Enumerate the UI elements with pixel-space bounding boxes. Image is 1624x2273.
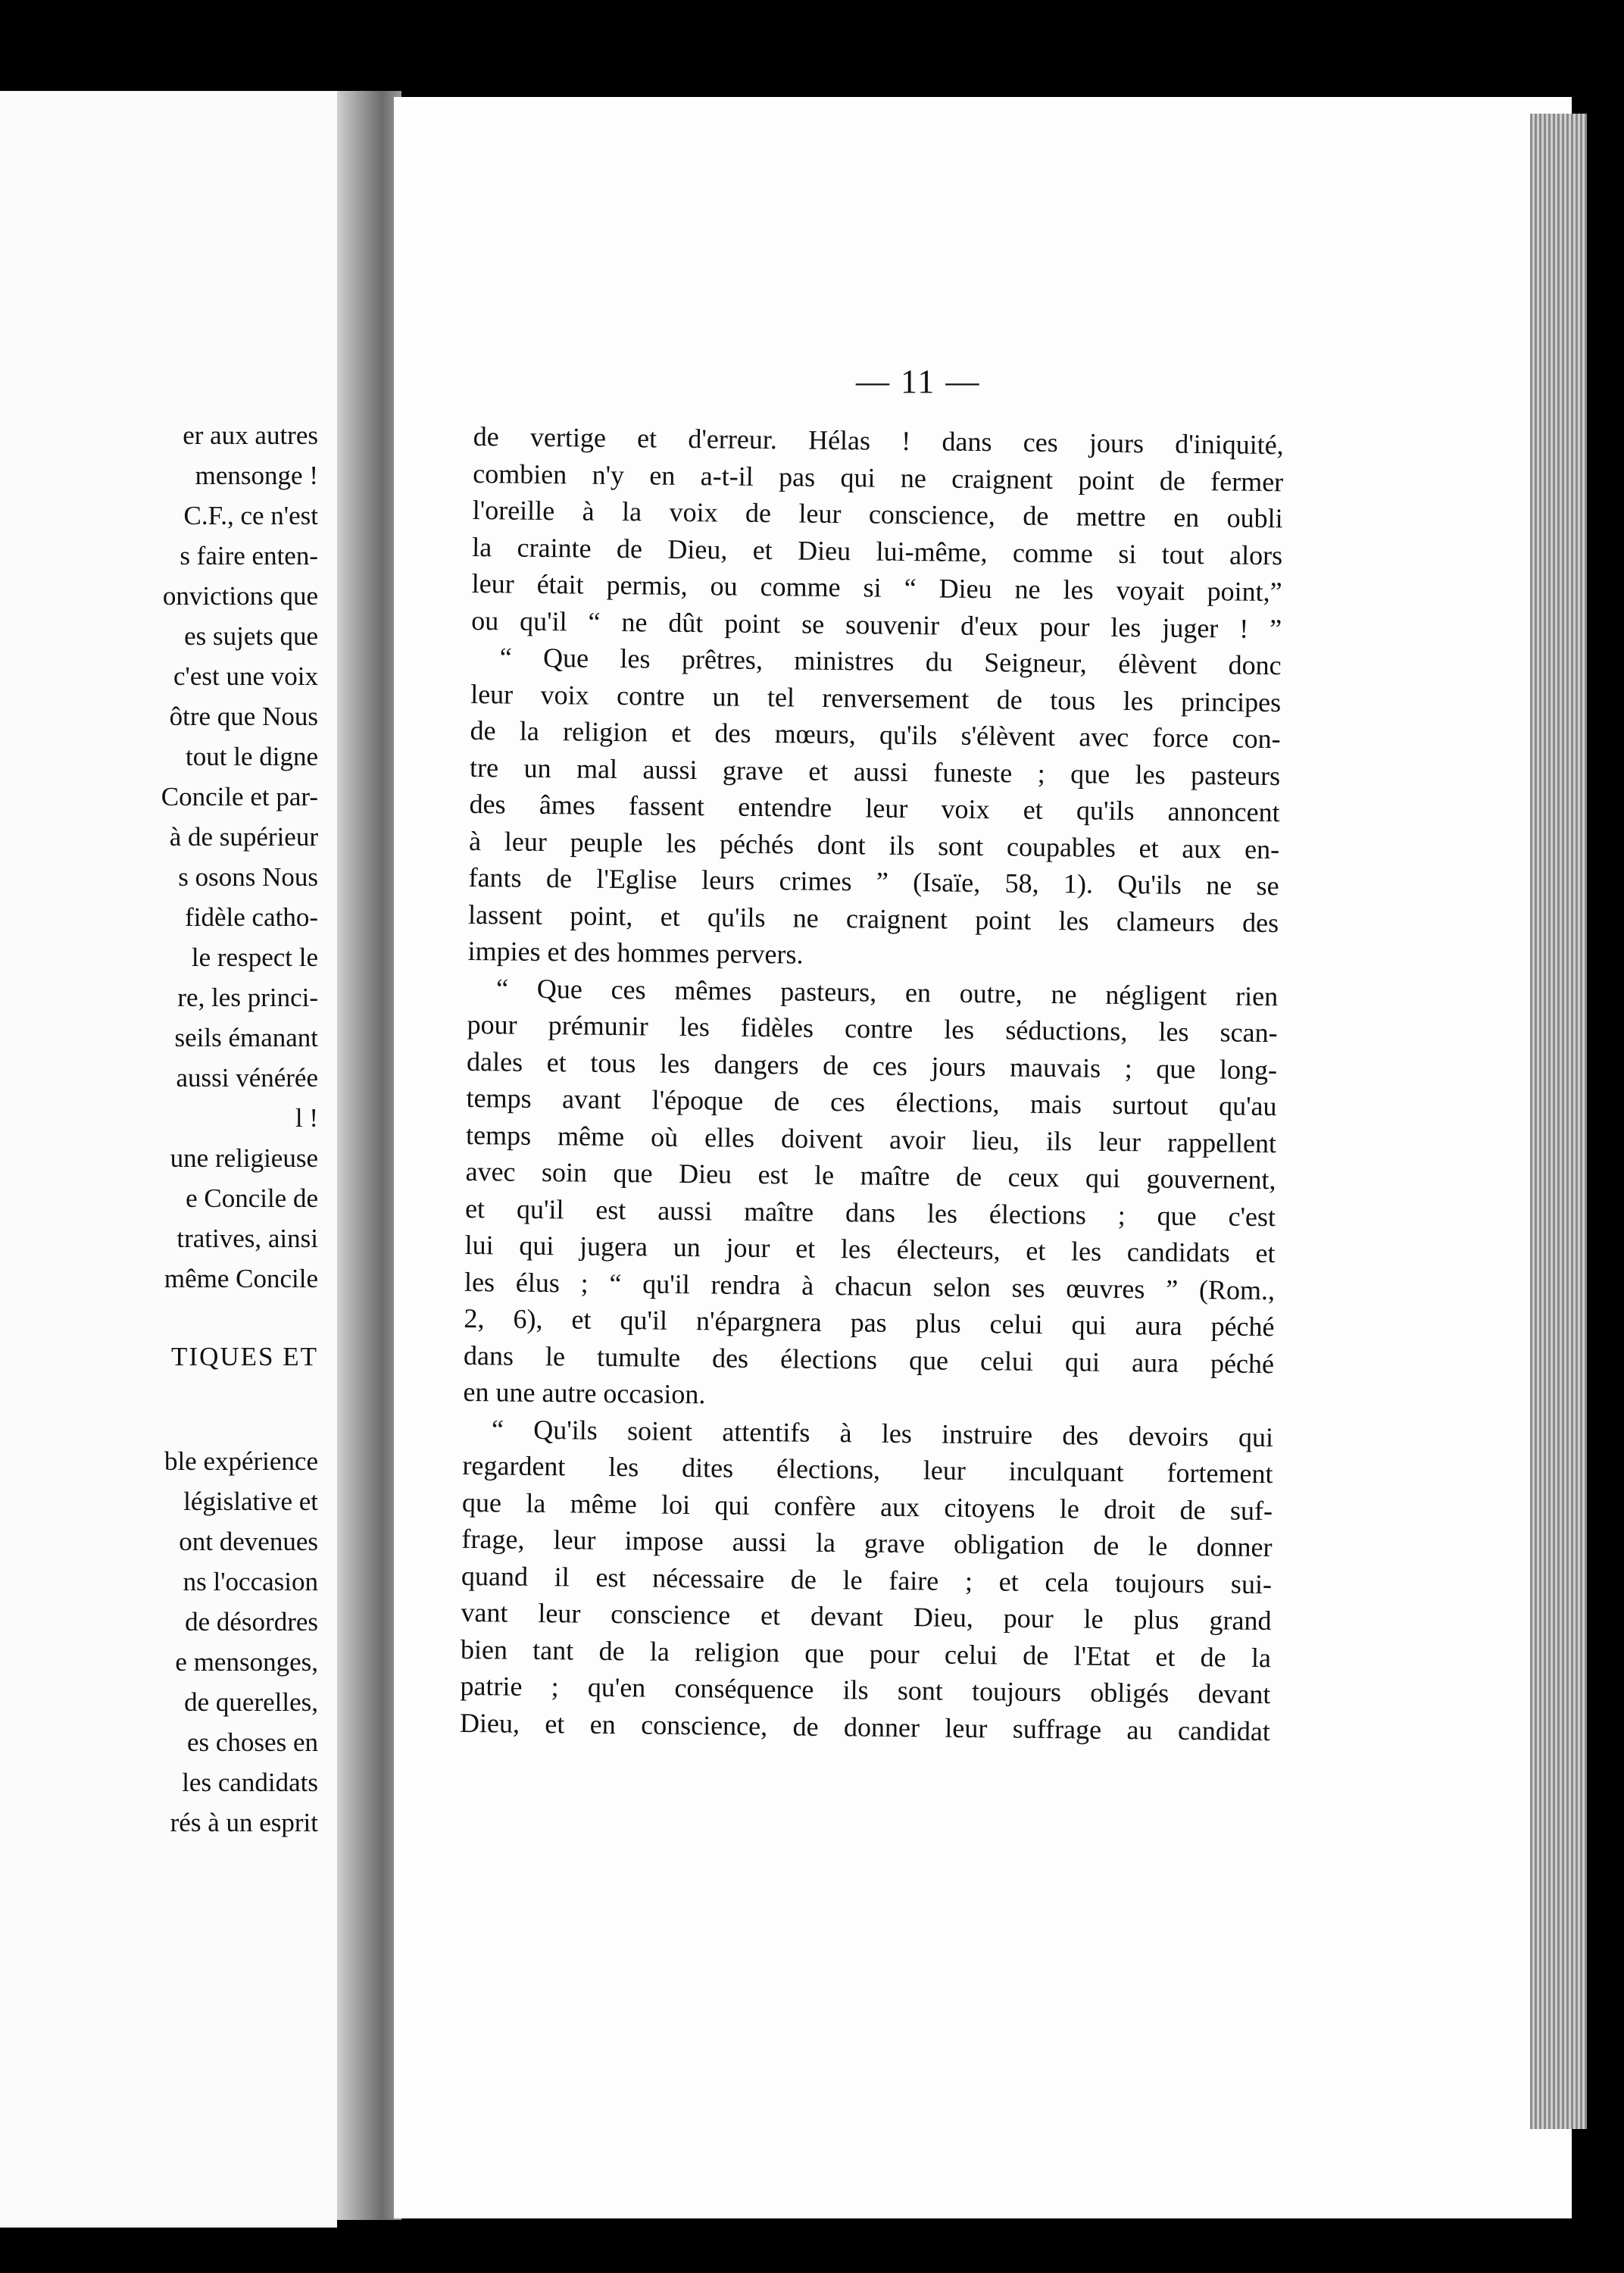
text-line: dales et tous les dangers de ces jours mauvais ; que long- xyxy=(466,1046,1278,1085)
left-line: à de supérieur xyxy=(169,822,318,852)
book-gutter-shadow xyxy=(337,91,401,2220)
left-line: les candidats xyxy=(182,1768,318,1797)
left-line: mensonge ! xyxy=(195,461,318,490)
left-page xyxy=(0,91,337,2228)
left-page-text xyxy=(0,415,318,1843)
text-line: de vertige et d'erreur. Hélas ! dans ces jours d'iniquité, xyxy=(473,421,1284,461)
left-line: ble expérience xyxy=(164,1446,318,1476)
right-page-text xyxy=(460,418,1284,1749)
text-line: en une autre occasion. xyxy=(463,1376,706,1410)
left-line: l ! xyxy=(295,1103,318,1133)
text-line: lassent point, et qu'ils ne craignent point les clameurs des xyxy=(467,899,1279,938)
text-line: les élus ; “ qu'il rendra à chacun selon ses œuvres ” (Rom., xyxy=(464,1266,1276,1305)
text-line: regardent les dites élections, leur inculquant fortement xyxy=(462,1449,1273,1490)
left-line: Concile et par- xyxy=(161,782,318,811)
text-line: impies et des hommes pervers. xyxy=(467,935,804,970)
text-line: 2, 6), et qu'il n'épargnera pas plus celui qui aura péché xyxy=(464,1302,1275,1343)
left-line: es sujets que xyxy=(184,621,318,651)
left-line: aussi vénérée xyxy=(176,1063,318,1093)
text-line: et qu'il est aussi maître dans les élections ; que c'est xyxy=(464,1193,1276,1232)
left-section-heading: TIQUES ET xyxy=(171,1342,318,1371)
text-line: “ Qu'ils soient attentifs à les instruire des devoirs qui xyxy=(491,1413,1274,1452)
text-line: fants de l'Eglise leurs crimes ” (Isaïe, 58, 1). Qu'ils ne se xyxy=(468,861,1279,902)
text-line: l'oreille à la voix de leur conscience, de mettre en oubli xyxy=(472,494,1283,534)
text-line: que la même loi qui confère aux citoyens le droit de suf- xyxy=(461,1487,1273,1526)
left-line: tout le digne xyxy=(186,742,318,771)
text-line: temps même où elles doivent avoir lieu, ils leur rappellent xyxy=(465,1119,1277,1158)
left-line: le respect le xyxy=(191,943,318,972)
text-line: à leur peuple les péchés dont ils sont coupables et aux en- xyxy=(468,825,1280,864)
left-line: re, les princi- xyxy=(177,983,318,1012)
left-line: s faire enten- xyxy=(180,541,318,571)
left-spacer xyxy=(0,1377,318,1441)
text-line: ou qu'il “ ne dût point se souvenir d'eux pour les juger ! ” xyxy=(470,605,1282,644)
text-line: quand il est nécessaire de le faire ; et cela toujours sui- xyxy=(461,1560,1273,1599)
text-line: pour prémunir les fidèles contre les séductions, les scan- xyxy=(467,1008,1278,1049)
left-line: seils émanant xyxy=(174,1023,318,1052)
left-line: ns l'occasion xyxy=(183,1567,318,1596)
left-line: es choses en xyxy=(186,1727,318,1757)
left-spacer xyxy=(0,1299,318,1337)
left-line: e Concile de xyxy=(186,1183,318,1213)
left-line: e mensonges, xyxy=(175,1647,318,1677)
left-line: législative et xyxy=(183,1487,318,1516)
text-line: combien n'y en a-t-il pas qui ne craignent point de fermer xyxy=(473,458,1284,497)
text-line: temps avant l'époque de ces élections, mais surtout qu'au xyxy=(466,1082,1277,1122)
left-line: même Concile xyxy=(164,1264,318,1293)
text-line: des âmes fassent entendre leur voix et qu'ils annoncent xyxy=(469,788,1280,828)
left-line: fidèle catho- xyxy=(185,902,318,932)
text-line: de la religion et des mœurs, qu'ils s'élèvent avec force con- xyxy=(470,714,1281,755)
book-page-edges xyxy=(1530,114,1587,2129)
left-line: c'est une voix xyxy=(173,661,318,691)
text-line: vant leur conscience et devant Dieu, pour le plus grand xyxy=(461,1596,1272,1637)
text-line: leur voix contre un tel renversement de tous les principes xyxy=(470,678,1282,718)
left-line: de désordres xyxy=(185,1607,318,1637)
left-line: onvictions que xyxy=(162,581,318,611)
text-line: lui qui jugera un jour et les électeurs, et les candidats et xyxy=(464,1229,1276,1269)
text-line: Dieu, et en conscience, de donner leur suffrage au candidat xyxy=(459,1707,1271,1746)
left-line: rés à un esprit xyxy=(170,1808,318,1837)
left-line: er aux autres xyxy=(183,421,318,450)
left-line: ôtre que Nous xyxy=(169,702,318,731)
text-line: dans le tumulte des élections que celui qui aura péché xyxy=(463,1340,1275,1379)
text-line: patrie ; qu'en conséquence ils sont toujours obligés devant xyxy=(460,1670,1271,1710)
left-line: une religieuse xyxy=(170,1143,318,1173)
text-line: bien tant de la religion que pour celui de l'Etat et de la xyxy=(460,1634,1272,1673)
left-line: C.F., ce n'est xyxy=(183,501,318,530)
text-line: frage, leur impose aussi la grave obligation de le donner xyxy=(461,1523,1273,1563)
text-line: tre un mal aussi grave et aussi funeste ; que les pasteurs xyxy=(469,752,1281,791)
text-line: “ Que ces mêmes pasteurs, en outre, ne négligent rien xyxy=(495,972,1279,1011)
left-line: de querelles, xyxy=(184,1687,318,1717)
page-number: — 11 — xyxy=(856,363,981,400)
left-line: s osons Nous xyxy=(178,862,318,892)
text-line: la crainte de Dieu, et Dieu lui-même, comme si tout alors xyxy=(472,531,1283,571)
text-line: avec soin que Dieu est le maître de ceux qui gouvernent, xyxy=(465,1155,1276,1196)
left-line: ont devenues xyxy=(179,1527,318,1556)
text-line: leur était permis, ou comme si “ Dieu ne les voyait point,” xyxy=(471,567,1282,608)
text-line: “ Que les prêtres, ministres du Seigneur, élèvent donc xyxy=(499,642,1282,681)
left-line: tratives, ainsi xyxy=(176,1224,318,1253)
